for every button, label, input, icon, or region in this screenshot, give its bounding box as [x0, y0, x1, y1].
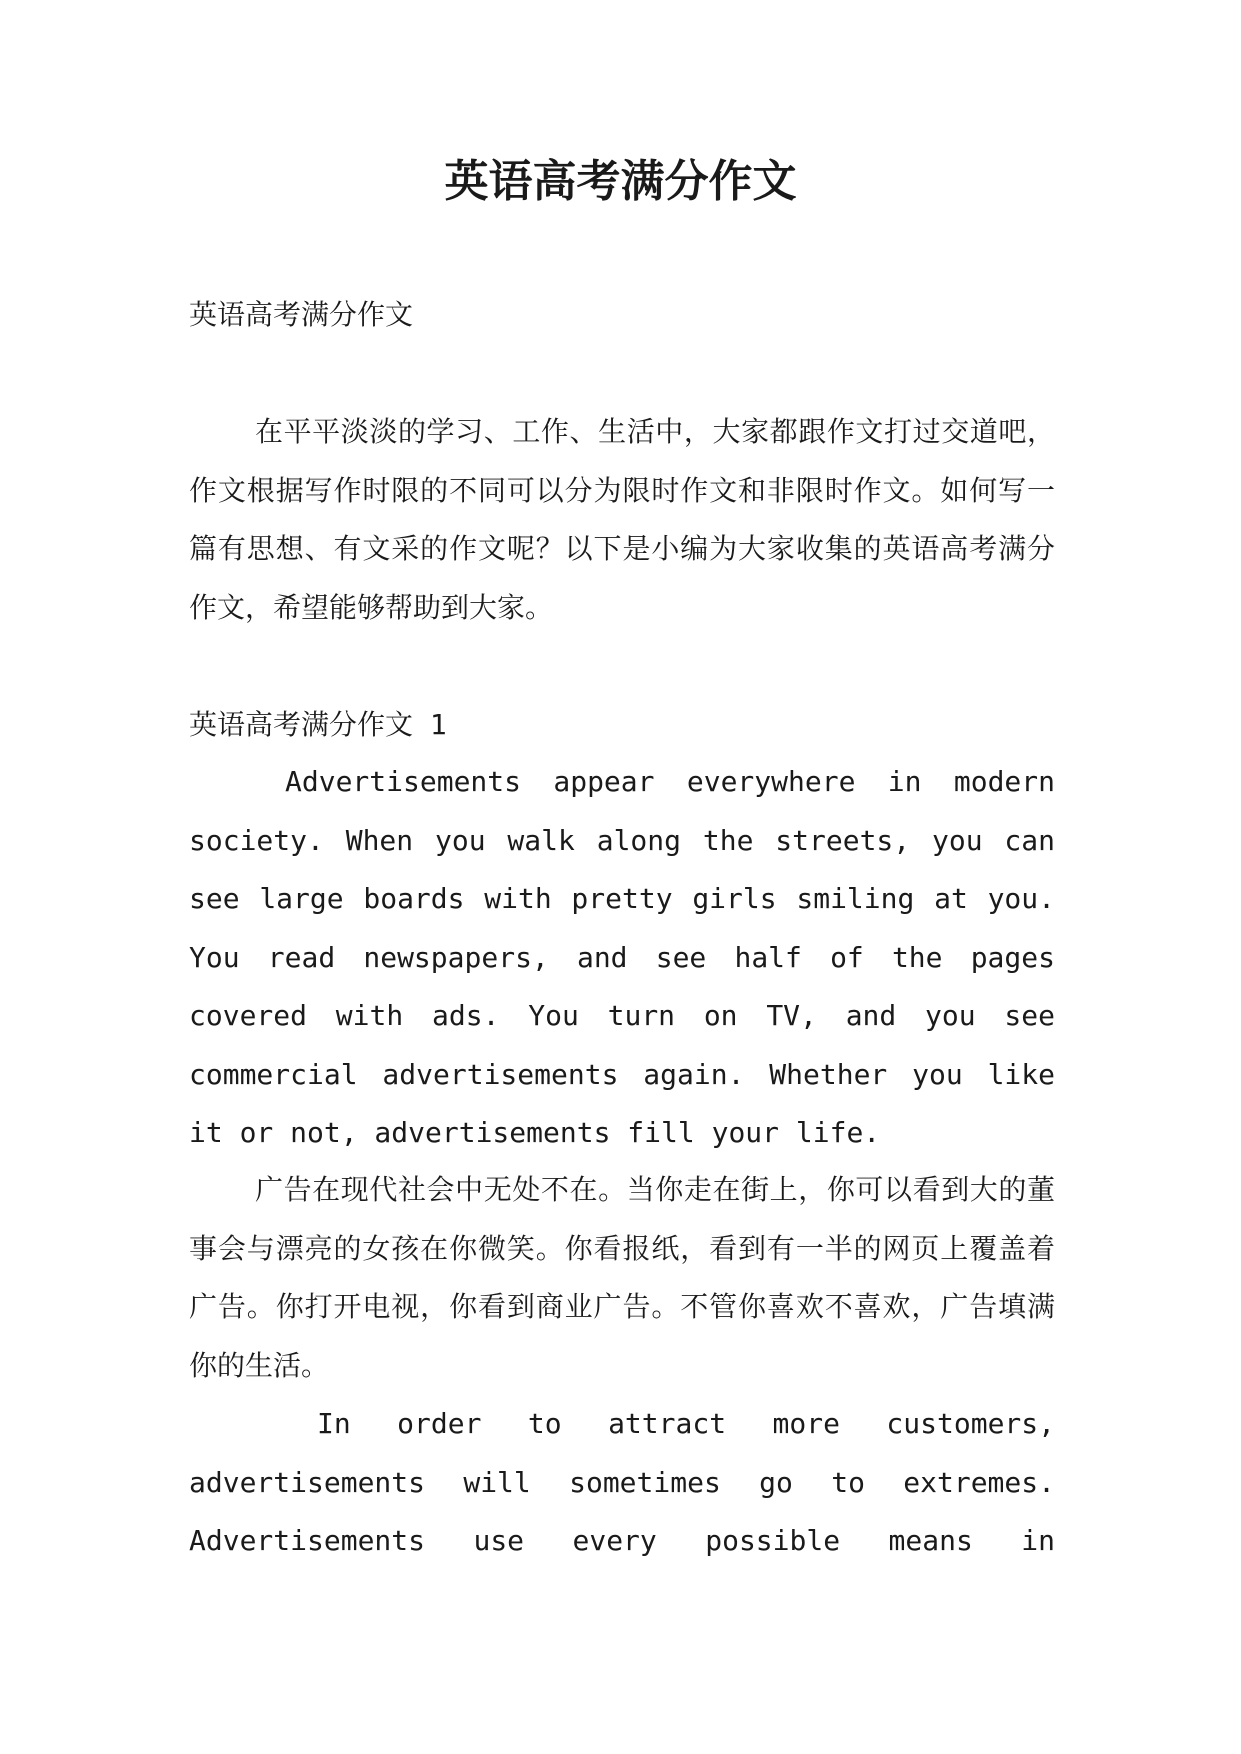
- section-heading: 英语高考满分作文 1: [189, 708, 447, 741]
- document-title: 英语高考满分作文: [444, 156, 797, 207]
- english-paragraph: Advertisements appear everywhere in modern society. When you walk along the streets, you can see large boards with pretty girls smiling at you. You read newspapers, and see half of the pages covered with ads. You turn on TV, and you see commercial advertisements again. Whether you like it or not, advertisements fill your life.: [189, 765, 1055, 1149]
- english-paragraph-continued: In order to attract more customers, advertisements will sometimes go to extremes. Advertisements use every possible means in: [189, 1407, 1055, 1557]
- intro-paragraph: 在平平淡淡的学习、工作、生活中，大家都跟作文打过交道吧，作文根据写作时限的不同可以分为限时作文和非限时作文。如何写一篇有思想、有文采的作文呢？以下是小编为大家收集的英语高考满分作文，希望能够帮助到大家。: [189, 415, 1055, 624]
- document-subtitle: 英语高考满分作文: [189, 298, 414, 331]
- chinese-paragraph: 广告在现代社会中无处不在。当你走在街上，你可以看到大的董事会与漂亮的女孩在你微笑。你看报纸，看到有一半的网页上覆盖着广告。你打开电视，你看到商业广告。不管你喜欢不喜欢，广告填满你的生活。: [189, 1173, 1055, 1382]
